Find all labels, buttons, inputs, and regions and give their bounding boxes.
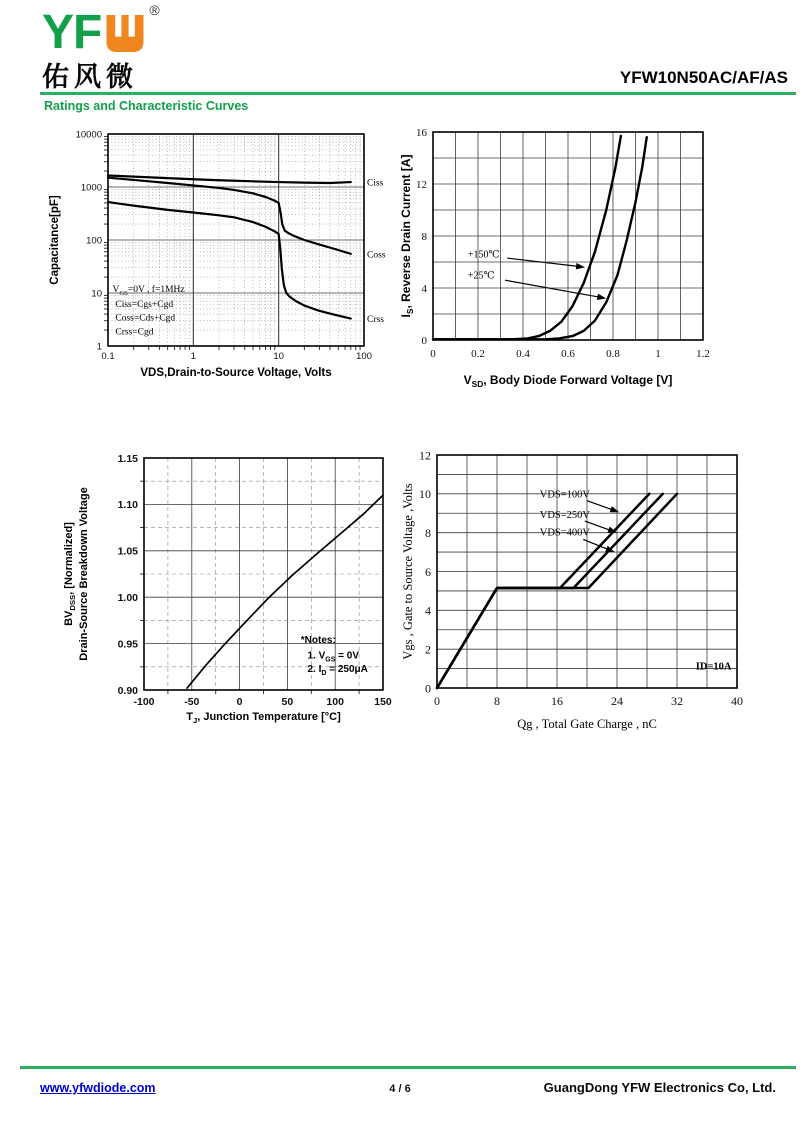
logo-row [42,2,160,59]
svg-text:1: 1 [96,341,102,353]
svg-text:10: 10 [91,288,102,300]
curve-label-Ciss: Ciss [367,178,384,189]
annotation-text: *Notes: [300,635,336,647]
svg-text:1: 1 [190,351,196,362]
annotation-text: ID=10A [695,661,732,673]
yfw-logo [42,2,160,94]
annotation-text: VDS=100V [539,489,591,501]
logo-yf-text: YF [42,6,102,59]
svg-text:-100: -100 [133,696,155,708]
svg-text:0.1: 0.1 [101,351,115,362]
arrow-head [576,263,585,269]
y-axis-label: Capacitance[pF] [49,195,61,285]
y-axis-label: $BV_{DSS}$, [Normalized] [63,522,77,626]
svg-text:1.00: 1.00 [117,591,138,604]
annotation-text: VDS=250V [539,510,591,522]
svg-text:0.2: 0.2 [471,348,485,360]
svg-text:1.10: 1.10 [117,499,138,512]
annotation-text: +150℃ [467,249,500,261]
arrow-head [597,294,606,300]
svg-text:12: 12 [419,448,431,463]
svg-text:12: 12 [416,178,427,191]
svg-text:8: 8 [425,525,431,540]
svg-text:2: 2 [425,642,431,657]
svg-text:100: 100 [86,235,102,247]
svg-text:-50: -50 [184,696,200,708]
curve-label-Coss: Coss [367,250,386,261]
breakdown-voltage-vs-temperature-chart [40,438,392,732]
y-axis-label: $I_S$, Reverse Drain Current [A] [399,154,415,318]
page-indicator: 4 / 6 [389,1083,411,1095]
svg-text:0.6: 0.6 [561,348,575,360]
annotation-text: Coss=Cds+Cgd [115,313,176,324]
website-link[interactable]: www.yfwdiode.com [40,1081,156,1095]
gate-charge-chart-canvas [398,438,772,740]
svg-text:32: 32 [671,694,683,708]
section-title: Ratings and Characteristic Curves [44,99,249,113]
svg-text:4: 4 [421,282,427,295]
svg-text:10: 10 [419,487,431,502]
svg-text:0: 0 [430,348,436,360]
svg-text:0: 0 [425,681,431,696]
y-axis-label: Vgs , Gate to Source Voltage ,Volts [401,483,415,660]
x-axis-label: Qg , Total Gate Charge , nC [517,717,657,731]
svg-text:1.05: 1.05 [117,545,138,558]
body-diode-forward-voltage-chart [398,122,796,400]
annotation-arrow [505,280,600,297]
svg-text:150: 150 [374,696,392,708]
x-axis-label: VDS,Drain-to-Source Voltage, Volts [140,367,332,379]
svg-text:8: 8 [421,230,427,243]
capacitance-chart-canvas [42,122,394,392]
company-name: GuangDong YFW Electronics Co, Ltd. [543,1080,776,1095]
annotation-text: 1. $V_{GS} = 0V$ [307,650,360,664]
annotation-text: Crss=Cgd [115,327,154,338]
capacitance-vs-vds-chart [42,122,394,392]
arrow-head [610,506,620,512]
svg-text:16: 16 [551,694,563,708]
body-diode-chart-canvas [398,122,796,400]
svg-text:24: 24 [611,694,623,708]
series-+150C [433,136,621,339]
logo-chinese-text: 佑风微 [42,62,138,92]
tick-labels [416,127,710,360]
annotation-text: $V_{GS}=0V$ , f=1MHz [112,284,185,297]
registered-mark: ® [149,2,160,18]
svg-text:10: 10 [273,351,284,362]
curve-label-Crss: Crss [367,315,384,326]
y-axis-label: Drain-Source Breakdown Voltage [78,487,90,661]
svg-text:40: 40 [731,694,743,708]
gate-charge-chart [398,438,772,740]
svg-text:100: 100 [356,351,372,362]
header-rule [40,92,796,95]
annotation-text: 2. $I_D = 250\mu A$ [307,663,368,677]
svg-text:1.15: 1.15 [117,452,138,465]
grid [433,132,703,340]
annotation-text: VDS=400V [539,527,591,539]
svg-text:0.8: 0.8 [606,348,620,360]
svg-text:1: 1 [655,348,661,360]
svg-text:0.90: 0.90 [117,684,138,697]
svg-text:50: 50 [281,696,294,708]
svg-text:6: 6 [425,564,431,579]
svg-text:0: 0 [434,694,440,708]
x-axis-label: $V_{SD}$, Body Diode Forward Voltage [V] [463,373,673,389]
svg-text:1000: 1000 [80,182,102,194]
svg-text:0.95: 0.95 [117,638,138,651]
svg-text:1.2: 1.2 [696,348,710,360]
footer-rule [20,1066,796,1069]
part-number-title: YFW10N50AC/AF/AS [619,68,788,87]
annotation-arrow [587,501,614,511]
svg-text:0.4: 0.4 [516,348,530,360]
svg-text:10000: 10000 [75,129,102,141]
svg-text:0: 0 [236,696,243,708]
svg-text:4: 4 [425,603,431,618]
annotation-text: +25℃ [467,270,495,282]
svg-text:16: 16 [416,126,427,139]
svg-text:100: 100 [326,696,344,708]
breakdown-chart-canvas [40,438,392,732]
svg-text:0: 0 [421,334,427,347]
tick-labels [419,448,743,708]
annotation-text: Ciss=Cgs+Cgd [115,300,174,311]
logo-shan-icon [103,15,147,52]
x-axis-label: $T_J$, Junction Temperature [°C] [186,711,341,725]
svg-text:8: 8 [494,694,500,708]
